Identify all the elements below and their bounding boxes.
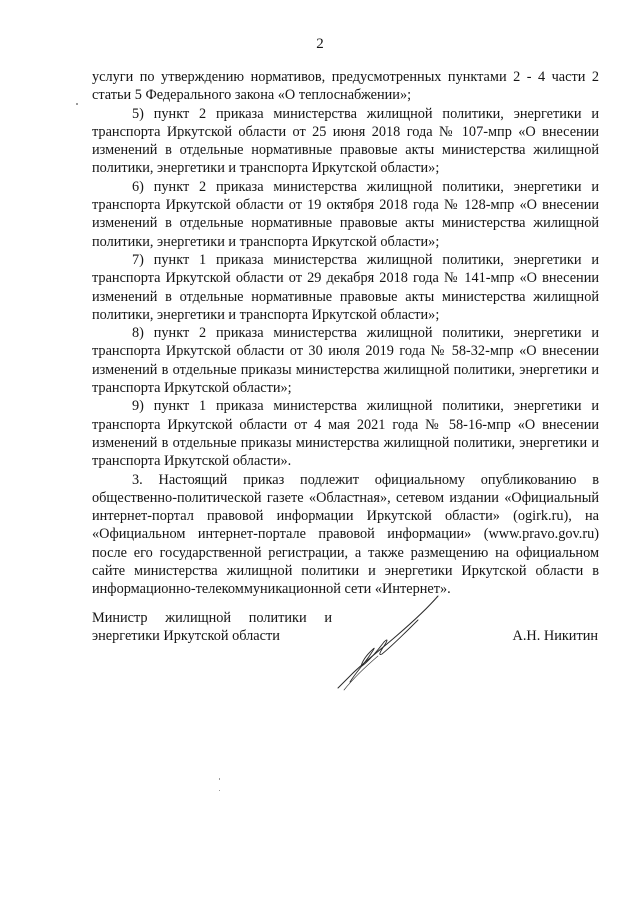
- page-number: 2: [316, 36, 324, 52]
- signer-title: Министр жилищной политики и энергетики Иркутской области: [92, 610, 332, 645]
- handwritten-signature: [322, 592, 452, 692]
- paragraph-item-6: 6) пункт 2 приказа министерства жилищной политики, энергетики и транспорта Иркутской области от 19 октября 2018 года № 128-мпр «О внесении изменений в отдельные нормативные правовые акты министерства жилищной политики, энергетики и транспорта Иркутской области»;: [92, 178, 599, 250]
- paragraph-continuation: услуги по утверждению нормативов, предусмотренных пунктами 2 - 4 части 2 статьи 5 Федерального закона «О теплоснабжении»;: [92, 69, 599, 104]
- scan-speck: [219, 778, 220, 780]
- paragraph-item-8: 8) пункт 2 приказа министерства жилищной политики, энергетики и транспорта Иркутской области от 30 июля 2019 года № 58-32-мпр «О внесении изменений в отдельные приказы министерства жилищной политики, энергетики и транспорта Иркутской области»;: [92, 325, 599, 397]
- paragraph-publication: 3. Настоящий приказ подлежит официальному опубликованию в общественно-политической газете «Областная», сетевом издании «Официальный интернет-портал правовой информации Иркутской области» (ogirk.ru), на «Официальном интернет-портале правовой информации» (www.pravo.gov.ru) после его государственной регистрации, а также размещению на официальном сайте министерства жилищной политики и энергетики Иркутской области в информационно-телекоммуникационной сети «Интернет».: [92, 471, 599, 598]
- signer-name: А.Н. Никитин: [512, 628, 598, 644]
- paragraph-item-9: 9) пункт 1 приказа министерства жилищной политики, энергетики и транспорта Иркутской области от 4 мая 2021 года № 58-16-мпр «О внесении изменений в отдельные приказы министерства жилищной политики, энергетики и транспорта Иркутской области».: [92, 398, 599, 470]
- scan-speck: [76, 103, 78, 105]
- paragraph-item-7: 7) пункт 1 приказа министерства жилищной политики, энергетики и транспорта Иркутской области от 29 декабря 2018 года № 141-мпр «О внесении изменений в отдельные нормативные правовые акты министерства жилищной политики, энергетики и транспорта Иркутской области»;: [92, 251, 599, 323]
- document-body: [92, 68, 599, 599]
- paragraph-item-5: 5) пункт 2 приказа министерства жилищной политики, энергетики и транспорта Иркутской области от 25 июня 2018 года № 107-мпр «О внесении изменений в отдельные нормативные правовые акты министерства жилищной политики, энергетики и транспорта Иркутской области»;: [92, 105, 599, 177]
- scan-speck: [219, 790, 220, 791]
